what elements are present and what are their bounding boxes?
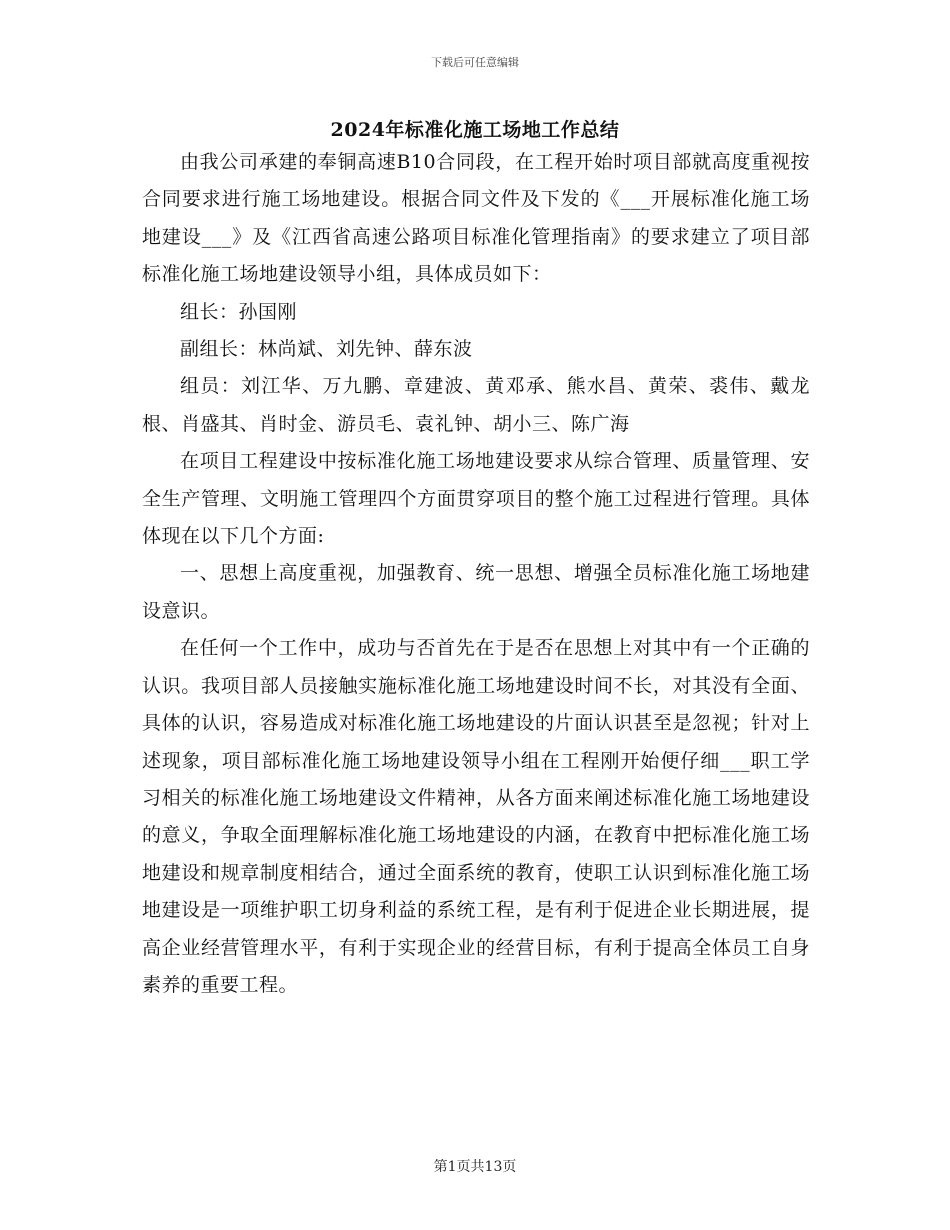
paragraph-management-aspects: 在项目工程建设中按标准化施工场地建设要求从综合管理、质量管理、安全生产管理、文明施工管理四个方面贯穿项目的整个施工过程进行管理。具体体现在以下几个方面: [142,450,810,548]
paragraph-leader: 组长：孙国刚 [180,300,298,323]
paragraph-deputy-leaders: 副组长：林尚斌、刘先钟、薛东波 [180,338,473,361]
paragraph-members: 组员：刘江华、万九鹏、章建波、黄邓承、熊水昌、黄荣、裘伟、戴龙根、肖盛其、肖时金、游员毛、袁礼钟、胡小三、陈广海 [142,375,810,435]
page-footer: 第1页共13页 [433,1159,517,1175]
document-body [142,144,810,1004]
paragraph-intro: 由我公司承建的奉铜高速B10合同段，在工程开始时项目部就高度重视按合同要求进行施工场地建设。根据合同文件及下发的《___开展标准化施工场地建设___》及《江西省高速公路项目标准化管理指南》的要求建立了项目部标准化施工场地建设领导小组，具体成员如下： [142,151,810,286]
document-title: 2024年标准化施工场地工作总结 [330,119,620,141]
paragraph-section-1-body: 在任何一个工作中，成功与否首先在于是否在思想上对其中有一个正确的认识。我项目部人员接触实施标准化施工场地建设时间不长，对其没有全面、具体的认识，容易造成对标准化施工场地建设的片面认识甚至是忽视；针对上述现象，项目部标准化施工场地建设领导小组在工程刚开始便仔细___职工学习相关的标准化施工场地建设文件精神，从各方面来阐述标准化施工场地建设的意义，争取全面理解标准化施工场地建设的内涵，在教育中把标准化施工场地建设和规章制度相结合，通过全面系统的教育，使职工认识到标准化施工场地建设是一项维护职工切身利益的系统工程，是有利于促进企业长期进展，提高企业经营管理水平，有利于实现企业的经营目标，有利于提高全体员工自身素养的重要工程。 [142,637,810,996]
header-note: 下载后可任意编辑 [431,56,519,69]
paragraph-section-heading-1: 一、思想上高度重视，加强教育、统一思想、增强全员标准化施工场地建设意识。 [142,562,810,622]
